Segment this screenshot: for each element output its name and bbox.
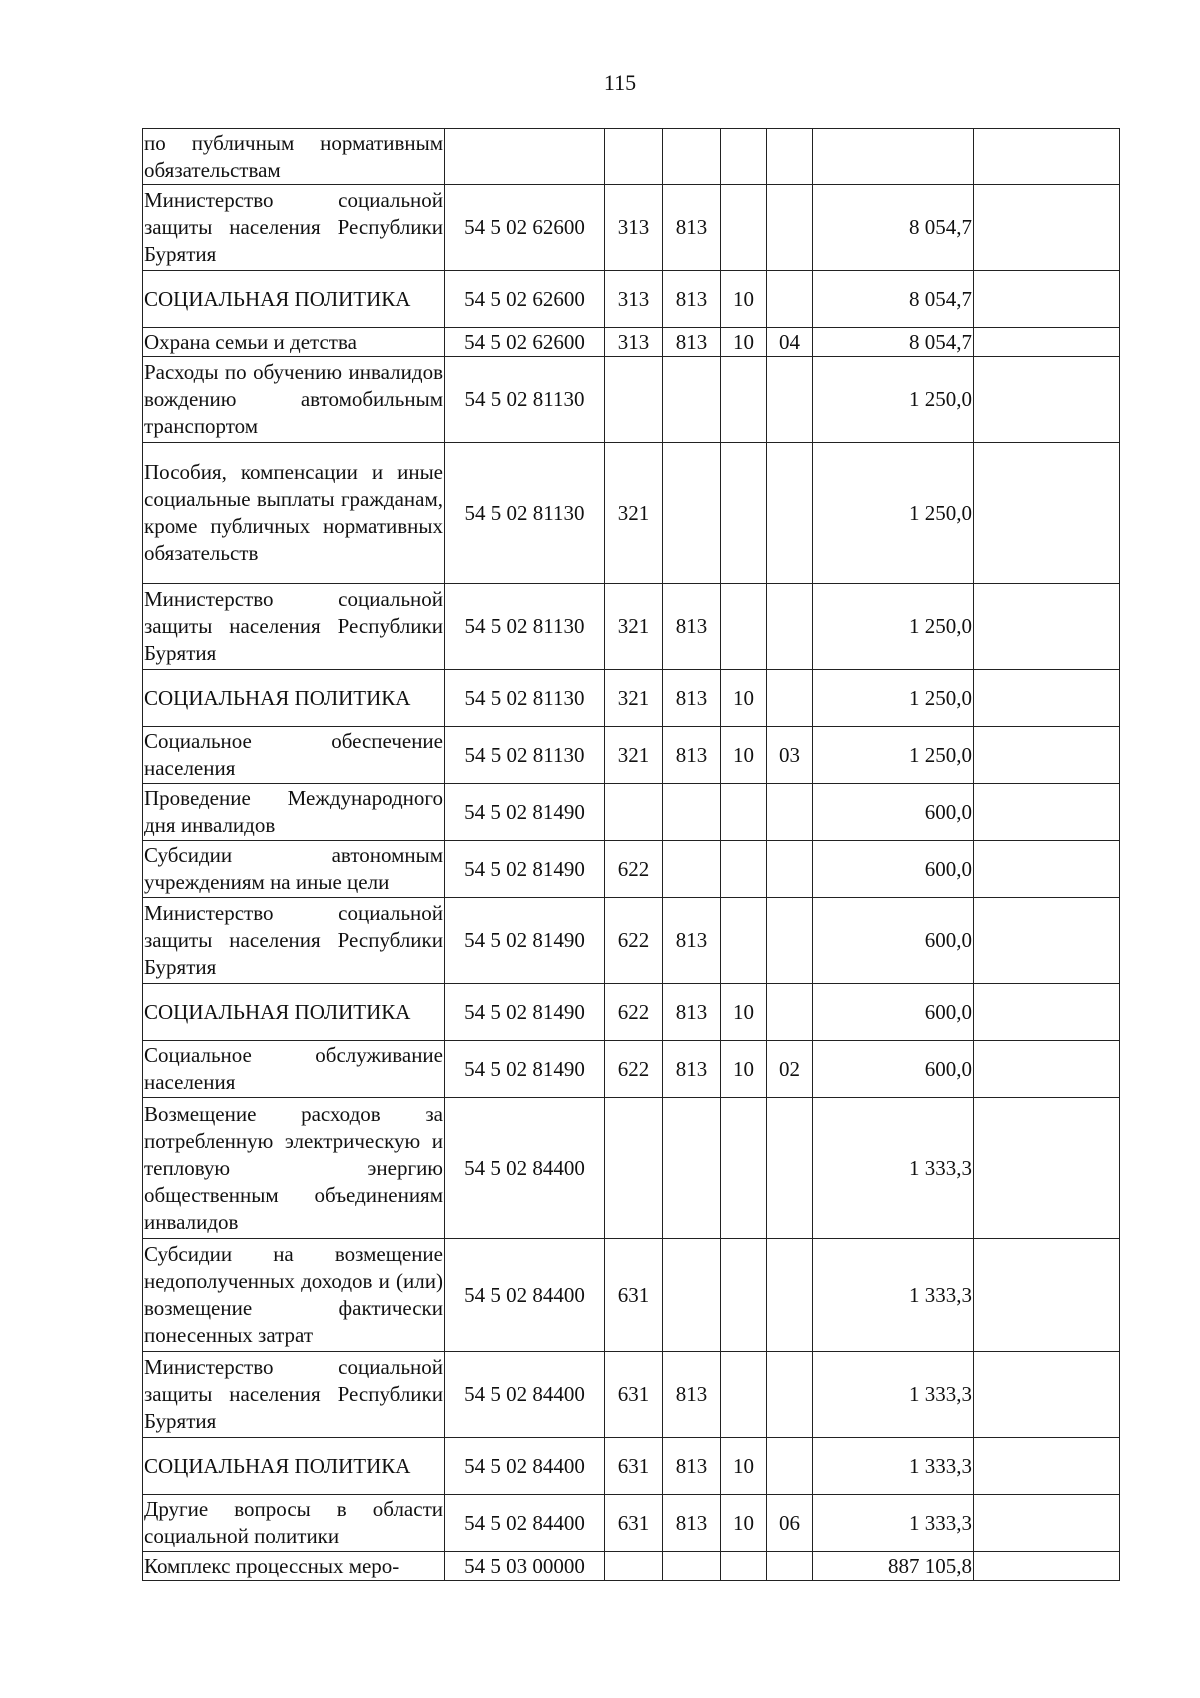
row-extra	[974, 1552, 1120, 1581]
row-vr: 622	[605, 984, 663, 1041]
row-name: Субсидии на возмещение недополученных доходов и (или) возмещение фактически понесенных затрат	[143, 1239, 445, 1352]
row-extra	[974, 443, 1120, 584]
row-rz: 10	[721, 727, 767, 784]
row-sum: 600,0	[813, 984, 974, 1041]
row-vr	[605, 1552, 663, 1581]
row-rz	[721, 584, 767, 670]
row-vr	[605, 1098, 663, 1239]
row-extra	[974, 584, 1120, 670]
row-code: 54 5 02 81130	[445, 727, 605, 784]
row-pr	[767, 984, 813, 1041]
row-grbs: 813	[663, 1438, 721, 1495]
row-name: по публичным нормативным обязательствам	[143, 129, 445, 185]
row-sum: 887 105,8	[813, 1552, 974, 1581]
row-grbs: 813	[663, 1352, 721, 1438]
row-code: 54 5 02 62600	[445, 185, 605, 271]
row-pr	[767, 1098, 813, 1239]
row-pr	[767, 1352, 813, 1438]
row-pr	[767, 670, 813, 727]
row-vr: 321	[605, 443, 663, 584]
row-code: 54 5 02 62600	[445, 271, 605, 328]
row-code: 54 5 02 81490	[445, 898, 605, 984]
row-rz: 10	[721, 1495, 767, 1552]
row-name: СОЦИАЛЬНАЯ ПОЛИТИКА	[143, 1438, 445, 1495]
row-pr: 02	[767, 1041, 813, 1098]
row-code: 54 5 02 81130	[445, 670, 605, 727]
row-pr	[767, 1438, 813, 1495]
table-row	[143, 584, 1120, 670]
table-row	[143, 185, 1120, 271]
row-pr	[767, 443, 813, 584]
table-row	[143, 129, 1120, 185]
row-pr: 03	[767, 727, 813, 784]
row-name: Министерство социальной защиты населения Республики Бурятия	[143, 898, 445, 984]
row-sum: 600,0	[813, 841, 974, 898]
row-vr	[605, 129, 663, 185]
row-sum: 8 054,7	[813, 271, 974, 328]
table-row	[143, 357, 1120, 443]
row-rz: 10	[721, 670, 767, 727]
row-code: 54 5 02 81490	[445, 1041, 605, 1098]
row-extra	[974, 841, 1120, 898]
row-grbs: 813	[663, 670, 721, 727]
row-extra	[974, 1495, 1120, 1552]
row-pr	[767, 584, 813, 670]
row-name: Министерство социальной защиты населения Республики Бурятия	[143, 584, 445, 670]
row-code: 54 5 02 81490	[445, 784, 605, 841]
row-code: 54 5 02 84400	[445, 1352, 605, 1438]
table-row	[143, 328, 1120, 357]
row-rz: 10	[721, 271, 767, 328]
row-vr: 313	[605, 271, 663, 328]
row-pr	[767, 129, 813, 185]
row-name: СОЦИАЛЬНАЯ ПОЛИТИКА	[143, 271, 445, 328]
row-name: Социальное обслуживание населения	[143, 1041, 445, 1098]
row-sum: 1 250,0	[813, 357, 974, 443]
row-name: Комплекс процессных меро-	[143, 1552, 445, 1581]
row-pr	[767, 185, 813, 271]
row-grbs: 813	[663, 984, 721, 1041]
row-grbs: 813	[663, 898, 721, 984]
row-grbs	[663, 1239, 721, 1352]
row-sum: 1 250,0	[813, 584, 974, 670]
row-rz	[721, 841, 767, 898]
row-vr: 631	[605, 1239, 663, 1352]
row-rz: 10	[721, 1438, 767, 1495]
table-row	[143, 1239, 1120, 1352]
row-rz	[721, 185, 767, 271]
row-grbs: 813	[663, 1495, 721, 1552]
row-code: 54 5 02 81130	[445, 357, 605, 443]
row-grbs	[663, 841, 721, 898]
row-name: Социальное обеспечение населения	[143, 727, 445, 784]
table-row	[143, 1552, 1120, 1581]
row-sum: 1 333,3	[813, 1239, 974, 1352]
row-pr: 06	[767, 1495, 813, 1552]
row-rz	[721, 1098, 767, 1239]
row-grbs: 813	[663, 1041, 721, 1098]
row-extra	[974, 357, 1120, 443]
row-code: 54 5 02 81490	[445, 841, 605, 898]
row-rz	[721, 898, 767, 984]
row-name: Другие вопросы в области социальной политики	[143, 1495, 445, 1552]
row-name: Субсидии автономным учреждениям на иные цели	[143, 841, 445, 898]
row-vr: 631	[605, 1495, 663, 1552]
row-code	[445, 129, 605, 185]
table-row	[143, 841, 1120, 898]
row-name: Проведение Международного дня инвалидов	[143, 784, 445, 841]
row-vr: 313	[605, 185, 663, 271]
row-code: 54 5 02 84400	[445, 1098, 605, 1239]
table-row	[143, 898, 1120, 984]
row-vr: 321	[605, 584, 663, 670]
row-code: 54 5 02 62600	[445, 328, 605, 357]
row-vr: 622	[605, 1041, 663, 1098]
row-sum: 1 250,0	[813, 443, 974, 584]
row-code: 54 5 02 84400	[445, 1438, 605, 1495]
row-name: Министерство социальной защиты населения Республики Бурятия	[143, 185, 445, 271]
row-name: Расходы по обучению инвалидов вождению автомобильным транспортом	[143, 357, 445, 443]
row-sum: 8 054,7	[813, 185, 974, 271]
row-pr	[767, 1239, 813, 1352]
row-extra	[974, 1438, 1120, 1495]
row-grbs	[663, 1098, 721, 1239]
row-name: СОЦИАЛЬНАЯ ПОЛИТИКА	[143, 670, 445, 727]
table-row	[143, 1438, 1120, 1495]
row-extra	[974, 898, 1120, 984]
row-name: СОЦИАЛЬНАЯ ПОЛИТИКА	[143, 984, 445, 1041]
page-number: 115	[603, 70, 637, 95]
row-name: Пособия, компенсации и иные социальные выплаты гражданам, кроме публичных нормативных обязательств	[143, 443, 445, 584]
row-grbs	[663, 784, 721, 841]
row-vr: 321	[605, 727, 663, 784]
row-code: 54 5 02 84400	[445, 1495, 605, 1552]
row-code: 54 5 02 84400	[445, 1239, 605, 1352]
row-vr: 622	[605, 898, 663, 984]
table-row	[143, 1098, 1120, 1239]
row-name: Возмещение расходов за потребленную электрическую и тепловую энергию общественным объединениям инвалидов	[143, 1098, 445, 1239]
row-grbs	[663, 357, 721, 443]
row-name: Охрана семьи и детства	[143, 328, 445, 357]
row-sum	[813, 129, 974, 185]
table-row	[143, 670, 1120, 727]
table-row	[143, 1495, 1120, 1552]
row-code: 54 5 02 81490	[445, 984, 605, 1041]
row-extra	[974, 129, 1120, 185]
row-code: 54 5 02 81130	[445, 584, 605, 670]
row-rz: 10	[721, 984, 767, 1041]
row-sum: 1 333,3	[813, 1438, 974, 1495]
row-extra	[974, 1041, 1120, 1098]
row-rz	[721, 443, 767, 584]
row-sum: 1 250,0	[813, 670, 974, 727]
row-pr	[767, 271, 813, 328]
row-rz	[721, 1239, 767, 1352]
row-sum: 1 250,0	[813, 727, 974, 784]
table-row	[143, 1041, 1120, 1098]
row-extra	[974, 784, 1120, 841]
row-vr: 321	[605, 670, 663, 727]
row-extra	[974, 185, 1120, 271]
row-pr	[767, 898, 813, 984]
row-sum: 1 333,3	[813, 1495, 974, 1552]
row-sum: 600,0	[813, 784, 974, 841]
row-grbs: 813	[663, 584, 721, 670]
row-sum: 8 054,7	[813, 328, 974, 357]
row-vr: 631	[605, 1438, 663, 1495]
row-grbs: 813	[663, 727, 721, 784]
table-row	[143, 727, 1120, 784]
row-pr	[767, 357, 813, 443]
row-rz: 10	[721, 328, 767, 357]
row-extra	[974, 1098, 1120, 1239]
table-row	[143, 1352, 1120, 1438]
row-rz	[721, 1552, 767, 1581]
row-rz	[721, 784, 767, 841]
table-row	[143, 784, 1120, 841]
row-grbs	[663, 129, 721, 185]
row-pr	[767, 841, 813, 898]
row-vr: 313	[605, 328, 663, 357]
row-sum: 600,0	[813, 1041, 974, 1098]
row-grbs	[663, 1552, 721, 1581]
row-grbs: 813	[663, 328, 721, 357]
row-name: Министерство социальной защиты населения Республики Бурятия	[143, 1352, 445, 1438]
row-rz	[721, 357, 767, 443]
row-vr	[605, 784, 663, 841]
budget-table	[142, 128, 1120, 1581]
row-extra	[974, 727, 1120, 784]
table-row	[143, 271, 1120, 328]
row-rz: 10	[721, 1041, 767, 1098]
row-extra	[974, 271, 1120, 328]
row-extra	[974, 1352, 1120, 1438]
row-sum: 600,0	[813, 898, 974, 984]
row-code: 54 5 02 81130	[445, 443, 605, 584]
row-pr	[767, 784, 813, 841]
row-sum: 1 333,3	[813, 1098, 974, 1239]
row-vr: 631	[605, 1352, 663, 1438]
row-pr: 04	[767, 328, 813, 357]
row-grbs: 813	[663, 271, 721, 328]
row-code: 54 5 03 00000	[445, 1552, 605, 1581]
row-extra	[974, 984, 1120, 1041]
row-extra	[974, 670, 1120, 727]
row-extra	[974, 1239, 1120, 1352]
table-row	[143, 984, 1120, 1041]
row-grbs: 813	[663, 185, 721, 271]
row-vr: 622	[605, 841, 663, 898]
row-extra	[974, 328, 1120, 357]
table-row	[143, 443, 1120, 584]
row-rz	[721, 129, 767, 185]
row-rz	[721, 1352, 767, 1438]
row-sum: 1 333,3	[813, 1352, 974, 1438]
row-vr	[605, 357, 663, 443]
row-grbs	[663, 443, 721, 584]
row-pr	[767, 1552, 813, 1581]
